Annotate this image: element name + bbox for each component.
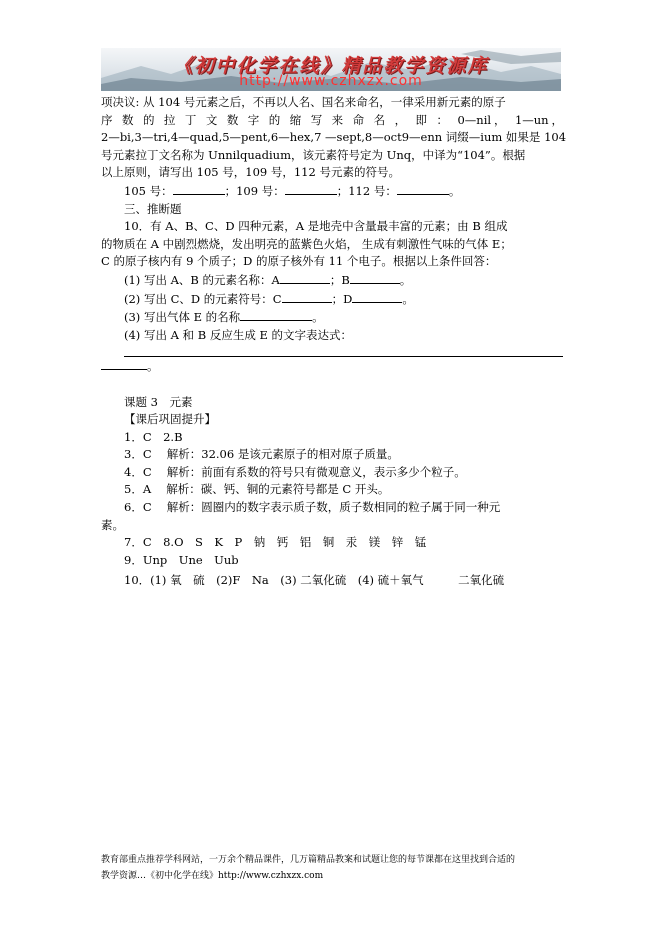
page-footer: [101, 852, 571, 884]
question-text: (2) 写出 C、D 的元素符号：C: [124, 291, 282, 306]
answer-item: 4．C 解析：前面有系数的符号只有微观意义，表示多少个粒子。: [124, 464, 466, 479]
q9-label-109: ；109 号：: [224, 183, 285, 198]
answer-blank[interactable]: [101, 357, 147, 370]
answer-blank[interactable]: [352, 290, 402, 303]
question-text: ；B: [329, 272, 350, 287]
answer-item: 10．(1) 氧 硫 (2)F Na (3) 二氧化硫 (4) 硫＋氧气 二氧化硫: [124, 573, 505, 588]
answer-item: 9．Unp Une Uub: [124, 552, 239, 567]
answer-item: 5．A 解析：碳、钙、铜的元素符号都是 C 开头。: [124, 482, 390, 497]
q10-part1: [101, 271, 563, 290]
banner-title: 《初中化学在线》精品教学资源库: [173, 55, 489, 77]
document-body: [101, 94, 567, 590]
q10-part4-end: [101, 357, 563, 376]
answer-blank[interactable]: [124, 344, 563, 357]
answer-item: 素。: [101, 517, 124, 532]
text-line: C 的原子核内有 9 个质子；D 的原子核外有 11 个电子。根据以上条件回答：: [101, 254, 497, 269]
text-line: 以上原则，请写出 105 号，109 号，112 号元素的符号。: [101, 165, 400, 180]
q9-label-112: ；112 号：: [336, 183, 397, 198]
answer-item: 3．C 解析：32.06 是该元素原子的相对原子质量。: [124, 447, 399, 462]
footer-line: 教学资源…《初中化学在线》http://www.czhxzx.com: [101, 871, 324, 881]
answer-blank[interactable]: [397, 182, 449, 195]
question-text: (3) 写出气体 E 的名称: [124, 310, 241, 325]
text-line: 项决议: 从 104 号元素之后，不再以人名、国名来命名，一律采用新元素的原子: [101, 95, 506, 109]
period: 。: [402, 291, 414, 306]
text-line: 2—bi,3—tri,4—quad,5—pent,6—hex,7 —sept,8—oct9—enn 词缀—ium 如果是 104: [101, 130, 567, 145]
header-banner: [101, 48, 561, 91]
answer-blank[interactable]: [350, 271, 400, 284]
footer-line: 教育部重点推荐学科网站，一万余个精品课件，几万篇精品教案和试题让您的每节课都在这里找到合适的: [101, 855, 516, 865]
section-heading: 【课后巩固提升】: [124, 412, 216, 427]
question-text: (1) 写出 A、B 的元素名称：A: [124, 272, 280, 287]
period: 。: [399, 272, 412, 287]
q10-part2: [101, 290, 563, 309]
answer-blank[interactable]: [285, 182, 337, 195]
period: 。: [448, 183, 461, 198]
period: 。: [312, 310, 324, 325]
answer-blank[interactable]: [280, 271, 330, 284]
answer-item: 7．C 8.O S K P 钠 钙 铝 铜 汞 镁 锌 锰: [124, 535, 427, 550]
text-line: 的物质在 A 中剧烈燃烧，发出明亮的蓝紫色火焰， 生成有刺激性气味的气体 E；: [101, 236, 512, 251]
period: 。: [147, 359, 159, 374]
text-line: 号元素拉丁文名称为 Unnilquadium，该元素符号定为 Unq，中译为“104”。根据: [101, 147, 526, 162]
answer-blank[interactable]: [173, 182, 225, 195]
lesson-title: 课题 3 元素: [124, 394, 193, 409]
answer-blank[interactable]: [240, 308, 312, 321]
question-text: ；D: [331, 291, 353, 306]
answer-blank[interactable]: [282, 290, 332, 303]
answer-item: 1．C 2.B: [124, 429, 183, 444]
answer-item: 6．C 解析：圆圈内的数字表示质子数，质子数相同的粒子属于同一种元: [124, 500, 501, 515]
section-heading: 三、推断题: [124, 201, 182, 216]
q9-answer-line: [101, 182, 563, 201]
banner-url[interactable]: http://www.czhxzx.com: [239, 73, 423, 89]
q9-label-105: 105 号：: [124, 183, 173, 198]
text-line: 序 数 的 拉 丁 文 数 字 的 缩 写 来 命 名 ， 即 ： 0—nil， 1—un，: [101, 112, 563, 127]
q10-part4: (4) 写出 A 和 B 反应生成 E 的文字表达式：: [124, 327, 353, 342]
text-line: 10．有 A、B、C、D 四种元素，A 是地壳中含量最丰富的元素；由 B 组成: [124, 219, 508, 234]
q10-part3: [101, 308, 563, 327]
